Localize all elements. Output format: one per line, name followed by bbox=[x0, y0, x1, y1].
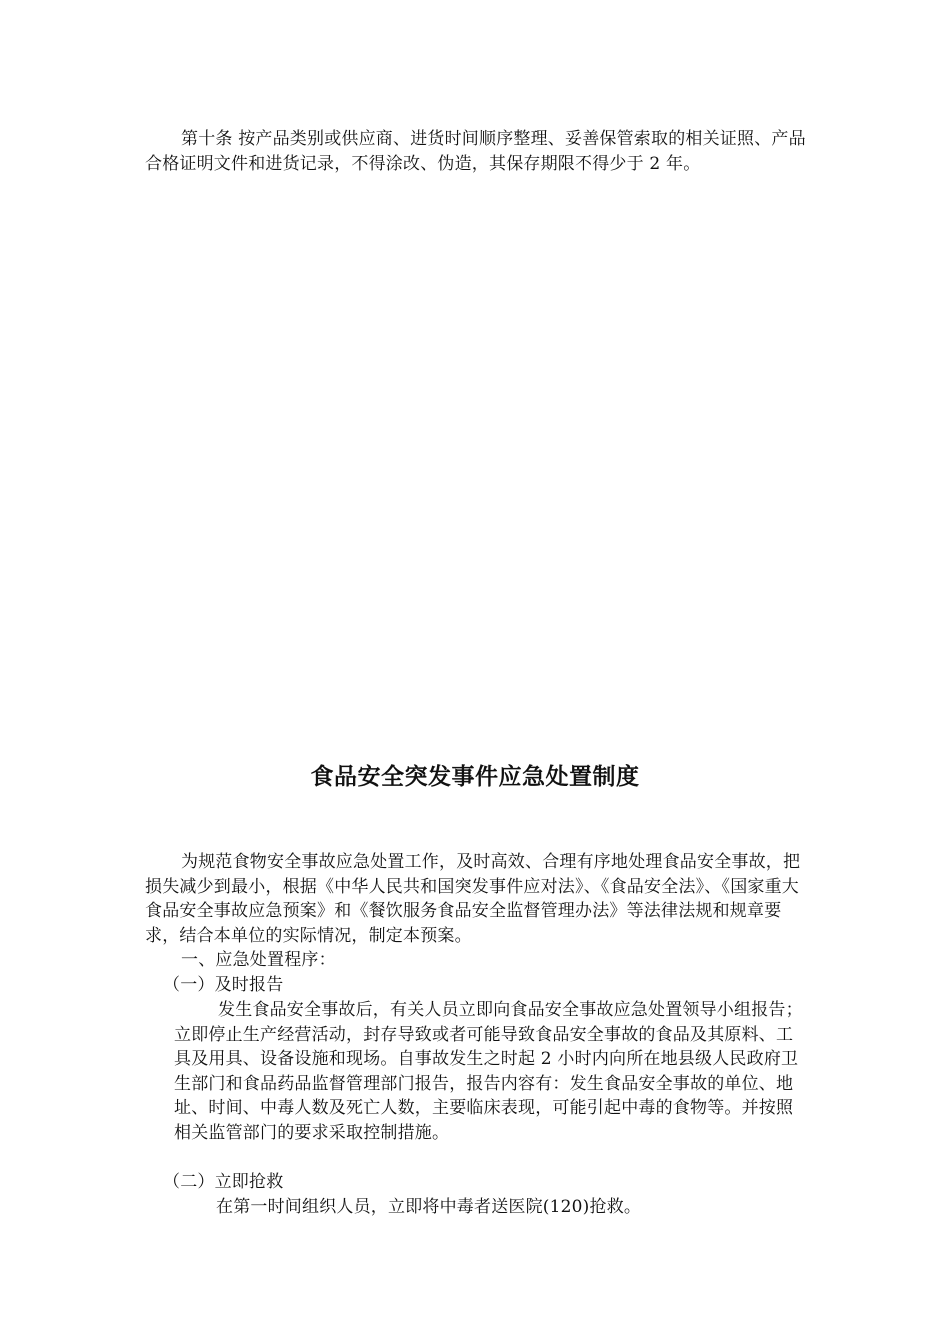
timely-report-paragraph: 发生食品安全事故后，有关人员立即向食品安全事故应急处置领导小组报告；立即停止生产经营活动，封存导致或者可能导致食品安全事故的食品及其原料、工具及用具、设备设施和现场。自事故发生之时起 2 小时内向所在地县级人民政府卫生部门和食品药品监督管理部门报告，报告内容有：发生食品安全事故的单位、地址、时间、中毒人数及死亡人数，主要临床表现，可能引起中毒的食物等。并按照相关监管部门的要求采取控制措施。 bbox=[174, 1000, 803, 1143]
section-title: 食品安全突发事件应急处置制度 bbox=[310, 763, 640, 790]
intro-paragraph: 为规范食物安全事故应急处置工作，及时高效、合理有序地处理食品安全事故，把损失减少到最小，根据《中华人民共和国突发事件应对法》、《食品安全法》、《国家重大食品安全事故应急预案》和《餐饮服务食品安全监督管理办法》等法律法规和规章要求，结合本单位的实际情况，制定本预案。 bbox=[145, 852, 801, 946]
immediate-rescue-paragraph: 在第一时间组织人员，立即将中毒者送医院(120)抢救。 bbox=[216, 1197, 642, 1217]
subheading-timely-report: （一）及时报告 bbox=[163, 975, 284, 995]
article-10-paragraph: 第十条 按产品类别或供应商、进货时间顺序整理、妥善保管索取的相关证照、产品合格证明文件和进货记录，不得涂改、伪造，其保存期限不得少于 2 年。 bbox=[145, 129, 806, 174]
subheading-immediate-rescue: （二）立即抢救 bbox=[163, 1172, 284, 1192]
heading-emergency-procedure: 一、应急处置程序： bbox=[181, 950, 336, 970]
